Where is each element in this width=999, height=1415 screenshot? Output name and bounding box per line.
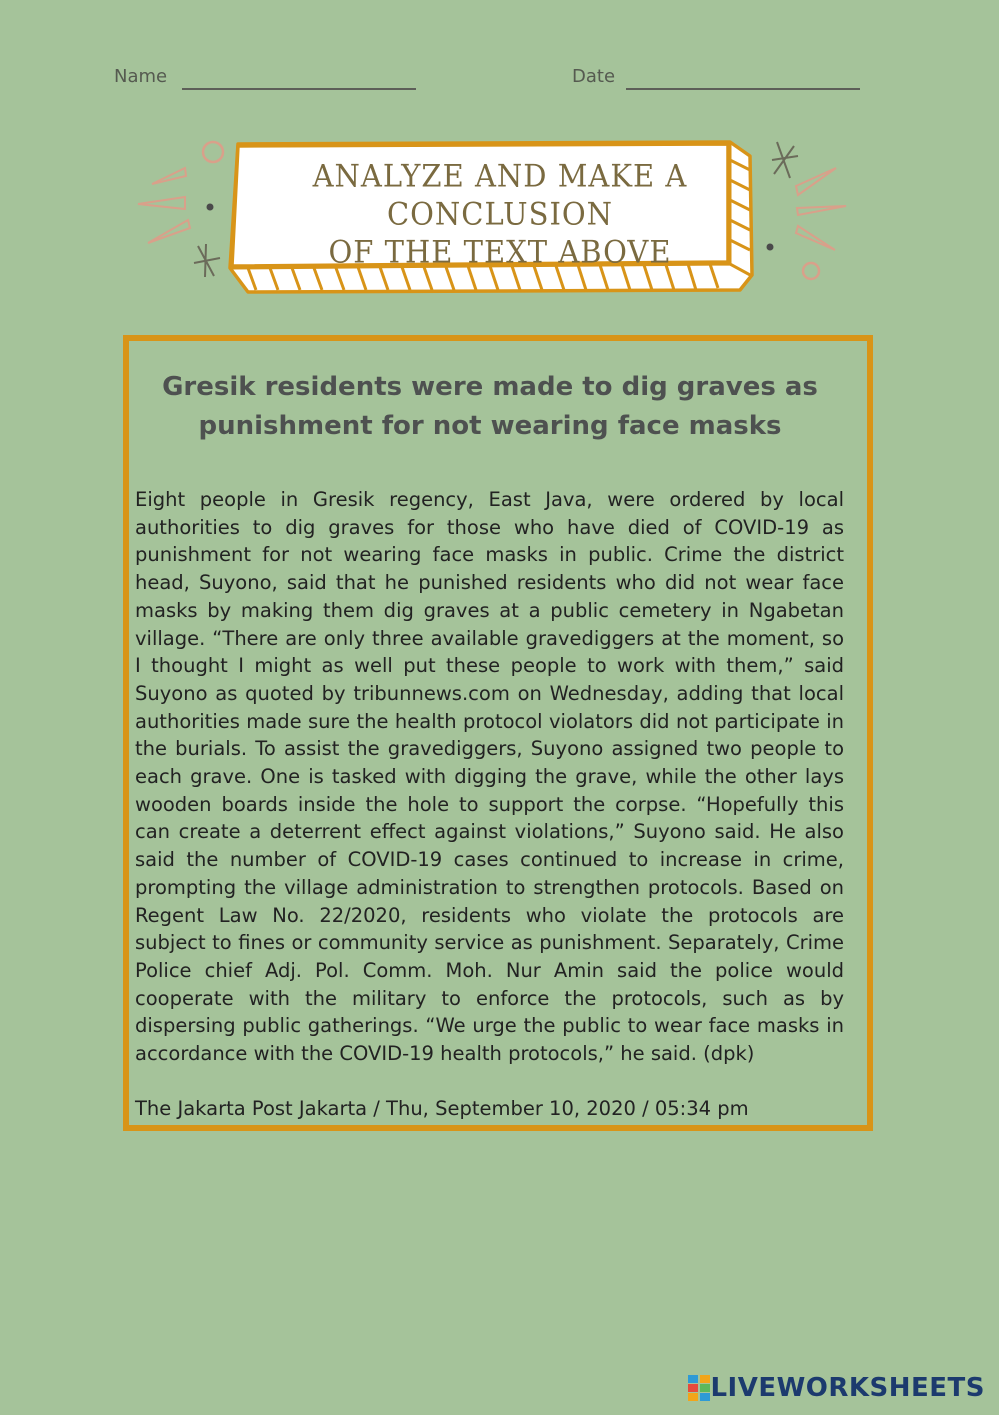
- article-headline: Gresik residents were made to dig graves as punishment for not wearing face masks: [162, 372, 818, 441]
- date-field[interactable]: [626, 88, 860, 90]
- banner-title-line2: OF THE TEXT ABOVE: [328, 233, 672, 270]
- date-label: Date: [572, 66, 616, 87]
- article-body: Eight people in Gresik regency, East Java, were ordered by local authorities to dig graves for those who have died of COVID-19 as punishment for not wearing face masks in public. Crime the district head, Suyono, said that he punished residents who did not wear face masks by making them dig graves at a public cemetery in Ngabetan village. “There are only three available gravediggers at the moment, so I thought I might as well put these people to work with them,” said Suyono as quoted by tribunnews.com on Wednesday, adding that local authorities made sure the health protocol violators did not participate in the burials. To assist the gravediggers, Suyono assigned two people to each grave. One is tasked with digging the grave, while the other lays wooden boards inside the hole to support the corpse. “Hopefully this can create a deterrent effect against violations,” Suyono said. He also said the number of COVID-19 cases continued to increase in crime, prompting the village administration to strengthen protocols. Based on Regent Law No. 22/2020, residents who violate the protocols are subject to fines or community service as punishment. Separately, Crime Police chief Adj. Pol. Comm. Moh. Nur Amin said the police would cooperate with the military to enforce the protocols, such as by dispersing public gatherings. “We urge the public to wear face masks in accordance with the COVID-19 health protocols,” he said. (dpk): [135, 488, 844, 1066]
- banner-title: [236, 157, 764, 270]
- name-label: Name: [114, 66, 168, 87]
- circle-decor-icon: [203, 142, 223, 162]
- liveworksheets-logo: [688, 1373, 985, 1403]
- name-field[interactable]: [182, 88, 416, 90]
- sparkle-icon: [194, 244, 220, 277]
- liveworksheets-logo-icon: [688, 1375, 710, 1401]
- sparkle-icon: [772, 142, 798, 178]
- banner-title-line1: ANALYZE AND MAKE A CONCLUSION: [312, 158, 688, 232]
- liveworksheets-logo-text: LIVEWORKSHEETS: [710, 1373, 985, 1403]
- article-source: The Jakarta Post Jakarta / Thu, September 10, 2020 / 05:34 pm: [135, 1097, 749, 1120]
